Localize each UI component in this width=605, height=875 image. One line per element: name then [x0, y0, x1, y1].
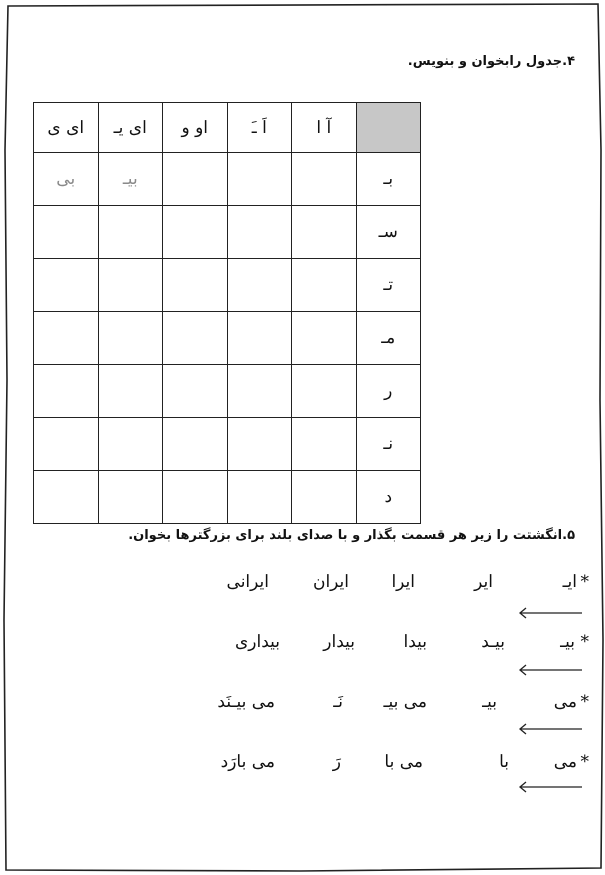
table-row [34, 365, 421, 418]
answer-cell[interactable] [34, 471, 99, 524]
reading-direction-arrow [518, 723, 584, 735]
sample-answer-cell: بی [34, 153, 99, 206]
answer-cell[interactable] [227, 259, 292, 312]
table-row [34, 418, 421, 471]
answer-cell[interactable] [292, 312, 357, 365]
table-row [34, 259, 421, 312]
answer-cell[interactable] [98, 259, 163, 312]
answer-cell[interactable] [292, 153, 357, 206]
answer-cell[interactable] [292, 259, 357, 312]
reading-line-1 [0, 572, 605, 602]
reading-table [33, 102, 421, 524]
word-segment: بیـ [482, 692, 497, 712]
bullet-marker: * [580, 692, 589, 712]
answer-cell[interactable] [34, 365, 99, 418]
word-segment: ایرا [391, 572, 415, 592]
word-segment: ایرانی [226, 572, 269, 592]
answer-cell[interactable] [227, 153, 292, 206]
word-segment: بیـ [560, 632, 575, 652]
word-segment: با [499, 752, 509, 772]
answer-cell[interactable] [227, 365, 292, 418]
answer-cell[interactable] [34, 312, 99, 365]
row-letter: بـ [356, 153, 421, 206]
answer-cell[interactable] [34, 418, 99, 471]
table-row [34, 153, 421, 206]
answer-cell[interactable] [227, 471, 292, 524]
reading-direction-arrow [518, 664, 584, 676]
row-letter: مـ [356, 312, 421, 365]
answer-cell[interactable] [34, 206, 99, 259]
word-segment: بیـد [481, 632, 505, 652]
reading-line-2 [0, 632, 605, 662]
word-segment: رَ [332, 752, 341, 772]
word-segment: می [553, 692, 577, 712]
header-cell: ای ی [34, 103, 99, 153]
row-letter: تـ [356, 259, 421, 312]
answer-cell[interactable] [163, 418, 228, 471]
answer-cell[interactable] [163, 206, 228, 259]
answer-cell[interactable] [98, 206, 163, 259]
row-letter: سـ [356, 206, 421, 259]
word-segment: می بیـ [383, 692, 427, 712]
answer-cell[interactable] [163, 153, 228, 206]
table-header-row [34, 103, 421, 153]
answer-cell[interactable] [292, 418, 357, 471]
table-corner-cell [356, 103, 421, 153]
row-letter: د [356, 471, 421, 524]
answer-cell[interactable] [98, 365, 163, 418]
word-segment: نَـ [333, 692, 343, 712]
header-cell: اَ ـَ [227, 103, 292, 153]
answer-cell[interactable] [227, 312, 292, 365]
table-row [34, 312, 421, 365]
word-segment: ایر [474, 572, 493, 592]
answer-cell[interactable] [163, 471, 228, 524]
answer-cell[interactable] [292, 365, 357, 418]
answer-cell[interactable] [98, 312, 163, 365]
word-segment: ایران [312, 572, 349, 592]
bullet-marker: * [580, 572, 589, 592]
answer-cell[interactable] [292, 206, 357, 259]
question-5-title: ۵.انگشتت را زیر هر قسمت بگذار و با صدای بلند برای بزرگترها بخوان. [128, 528, 575, 543]
answer-cell[interactable] [98, 418, 163, 471]
reading-line-4 [0, 752, 605, 782]
reading-line-3 [0, 692, 605, 722]
question-4-title: ۴.جدول رابخوان و بنویس. [407, 54, 575, 69]
header-cell: ای یـ [98, 103, 163, 153]
reading-direction-arrow [518, 781, 584, 793]
answer-cell[interactable] [292, 471, 357, 524]
word-segment: بیدا [403, 632, 427, 652]
word-segment: می [553, 752, 577, 772]
answer-cell[interactable] [227, 418, 292, 471]
table-row [34, 206, 421, 259]
answer-cell[interactable] [163, 312, 228, 365]
reading-direction-arrow [518, 607, 584, 619]
answer-cell[interactable] [163, 365, 228, 418]
answer-cell[interactable] [163, 259, 228, 312]
word-segment: می بارَد [220, 752, 275, 772]
word-segment: بیدار [323, 632, 355, 652]
row-letter: ر [356, 365, 421, 418]
row-letter: نـ [356, 418, 421, 471]
sample-answer-cell: بیـ [98, 153, 163, 206]
table-row [34, 471, 421, 524]
header-cell: آ ا [292, 103, 357, 153]
word-segment: می بیـنَد [217, 692, 275, 712]
word-segment: بیداری [234, 632, 280, 652]
word-segment: ایـ [562, 572, 577, 592]
bullet-marker: * [580, 632, 589, 652]
bullet-marker: * [580, 752, 589, 772]
answer-cell[interactable] [227, 206, 292, 259]
answer-cell[interactable] [98, 471, 163, 524]
header-cell: او و [163, 103, 228, 153]
word-segment: می با [384, 752, 423, 772]
answer-cell[interactable] [34, 259, 99, 312]
